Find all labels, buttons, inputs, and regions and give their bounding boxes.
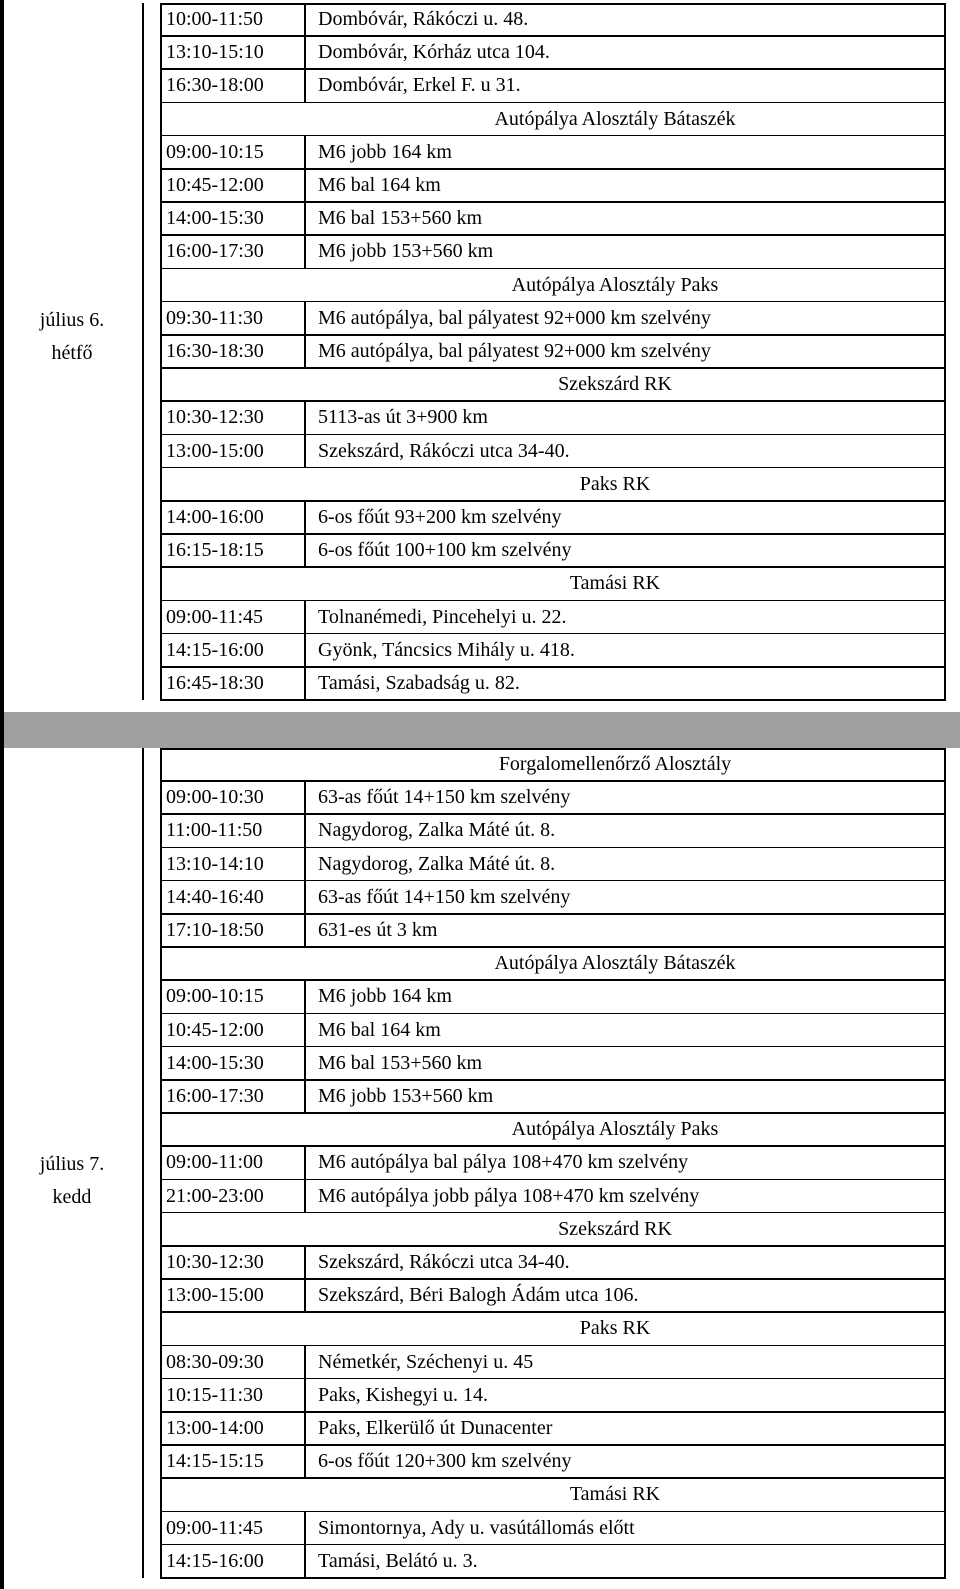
time-cell: 14:00-16:00 (166, 506, 264, 528)
time-cell: 21:00-23:00 (166, 1184, 264, 1207)
table-row (0, 202, 960, 235)
unit-heading-text: Szekszárd RK (558, 373, 672, 396)
table-row (0, 1080, 960, 1113)
time-cell: 13:00-15:00 (166, 439, 264, 462)
time-cell: 16:15-18:15 (166, 539, 264, 562)
table-row (0, 401, 960, 434)
place-cell: M6 jobb 164 km (318, 985, 452, 1008)
time-cell: 14:15-15:15 (166, 1450, 264, 1473)
place-cell: Nagydorog, Zalka Máté út. 8. (318, 819, 556, 842)
time-cell: 14:15-16:00 (166, 638, 264, 661)
time-cell: 10:30-12:30 (166, 406, 264, 429)
table-row (0, 601, 960, 634)
place-cell: M6 jobb 153+560 km (318, 240, 494, 263)
unit-heading-row (0, 103, 960, 136)
unit-heading (0, 269, 960, 302)
table-row (0, 1346, 960, 1379)
time-cell: 16:30-18:00 (166, 74, 264, 97)
time-cell: 09:00-11:00 (166, 1151, 264, 1174)
unit-heading-row (0, 1312, 960, 1345)
unit-heading-row (0, 1113, 960, 1146)
time-cell: 14:00-15:30 (166, 1051, 264, 1074)
place-cell: Szekszárd, Rákóczi utca 34-40. (318, 1251, 570, 1273)
table-row (0, 781, 960, 814)
unit-heading-row (0, 567, 960, 600)
time-cell: 13:00-14:00 (166, 1417, 264, 1439)
time-cell: 13:10-15:10 (166, 41, 264, 64)
place-cell: Szekszárd, Rákóczi utca 34-40. (318, 439, 570, 462)
place-cell: M6 autópálya, bal pályatest 92+000 km szelvény (318, 306, 711, 329)
unit-heading-text: Paks RK (579, 472, 651, 495)
unit-heading-row (0, 1478, 960, 1511)
place-cell: Dombóvár, Rákóczi u. 48. (318, 8, 529, 30)
place-cell: 6-os főút 93+200 km szelvény (318, 506, 562, 528)
unit-heading (0, 368, 960, 401)
time-cell: 16:30-18:30 (166, 340, 264, 362)
unit-heading-text: Szekszárd RK (558, 1217, 672, 1240)
unit-heading (0, 567, 960, 600)
time-cell: 09:00-10:30 (166, 786, 264, 809)
place-cell: M6 autópálya jobb pálya 108+470 km szelvény (318, 1184, 700, 1207)
place-cell: 5113-as út 3+900 km (318, 406, 488, 429)
table-row (0, 302, 960, 335)
table-row (0, 848, 960, 881)
table-row (0, 501, 960, 534)
table-row (0, 335, 960, 368)
place-cell: Tolnanémedi, Pincehelyi u. 22. (318, 605, 567, 628)
time-cell: 08:30-09:30 (166, 1350, 264, 1373)
unit-heading-row (0, 748, 960, 781)
table-row (0, 881, 960, 914)
time-cell: 10:30-12:30 (166, 1251, 264, 1273)
unit-heading-text: Autópálya Alosztály Bátaszék (494, 952, 736, 975)
unit-heading-text: Paks RK (579, 1317, 651, 1340)
time-cell: 13:10-14:10 (166, 852, 264, 875)
place-cell: M6 bal 153+560 km (318, 207, 483, 230)
place-cell: M6 autópálya bal pálya 108+470 km szelvény (318, 1151, 689, 1174)
place-cell: 631-es út 3 km (318, 919, 438, 941)
unit-heading (0, 1478, 960, 1511)
unit-heading (0, 748, 960, 781)
table-row (0, 914, 960, 947)
unit-heading (0, 1312, 960, 1345)
unit-heading (0, 103, 960, 136)
time-cell: 09:30-11:30 (166, 306, 264, 329)
unit-heading-text: Autópálya Alosztály Paks (511, 273, 719, 296)
time-cell: 14:40-16:40 (166, 885, 264, 908)
table-row (0, 1246, 960, 1279)
table-row (0, 1512, 960, 1545)
table-row (0, 980, 960, 1013)
unit-heading-text: Forgalomellenőrző Alosztály (498, 753, 732, 775)
unit-heading-text: Autópálya Alosztály Bátaszék (494, 107, 736, 130)
time-cell: 16:00-17:30 (166, 1085, 264, 1107)
time-cell: 16:00-17:30 (166, 240, 264, 263)
place-cell: Tamási, Belátó u. 3. (318, 1549, 478, 1572)
place-cell: Dombóvár, Kórház utca 104. (318, 41, 550, 64)
place-cell: Nagydorog, Zalka Máté út. 8. (318, 852, 556, 875)
place-cell: Paks, Kishegyi u. 14. (318, 1383, 488, 1406)
table-row (0, 1180, 960, 1213)
place-cell: Tamási, Szabadság u. 82. (318, 672, 520, 694)
unit-heading-row (0, 269, 960, 302)
table-row (0, 69, 960, 102)
unit-heading (0, 468, 960, 501)
place-cell: 63-as főút 14+150 km szelvény (318, 885, 571, 908)
time-cell: 17:10-18:50 (166, 919, 264, 941)
day-weekday: kedd (52, 1186, 92, 1209)
time-cell: 10:45-12:00 (166, 174, 264, 196)
place-cell: M6 bal 164 km (318, 174, 441, 196)
place-cell: Dombóvár, Erkel F. u 31. (318, 74, 521, 97)
time-cell: 16:45-18:30 (166, 672, 264, 694)
unit-heading-row (0, 947, 960, 980)
time-cell: 14:15-16:00 (166, 1549, 264, 1572)
place-cell: M6 autópálya, bal pályatest 92+000 km szelvény (318, 340, 711, 362)
day-date: július 7. (39, 1153, 105, 1176)
place-cell: Szekszárd, Béri Balogh Ádám utca 106. (318, 1284, 639, 1307)
table-row (0, 1279, 960, 1312)
time-cell: 09:00-10:15 (166, 985, 264, 1008)
unit-heading-row (0, 468, 960, 501)
place-cell: Németkér, Széchenyi u. 45 (318, 1350, 534, 1373)
place-cell: 6-os főút 100+100 km szelvény (318, 539, 572, 562)
time-cell: 09:00-10:15 (166, 140, 264, 163)
unit-heading (0, 1113, 960, 1146)
place-cell: M6 jobb 164 km (318, 140, 452, 163)
day-date: július 6. (39, 308, 105, 331)
time-cell: 10:15-11:30 (166, 1383, 264, 1406)
table-row (0, 814, 960, 847)
place-cell: Gyönk, Táncsics Mihály u. 418. (318, 638, 575, 661)
place-cell: 6-os főút 120+300 km szelvény (318, 1450, 572, 1473)
unit-heading (0, 947, 960, 980)
place-cell: M6 bal 153+560 km (318, 1051, 483, 1074)
unit-heading-text: Tamási RK (569, 1483, 661, 1506)
place-cell: 63-as főút 14+150 km szelvény (318, 786, 571, 809)
day-separator (4, 712, 960, 748)
table-row (0, 1047, 960, 1080)
unit-heading-row (0, 368, 960, 401)
table-row (0, 1445, 960, 1478)
table-row (0, 534, 960, 567)
time-cell: 09:00-11:45 (166, 605, 264, 628)
table-row (0, 1545, 960, 1578)
table-row (0, 1379, 960, 1412)
table-row (0, 1146, 960, 1179)
day-weekday: hétfő (51, 341, 93, 364)
table-row (0, 36, 960, 69)
table-row (0, 1412, 960, 1445)
table-row (0, 235, 960, 268)
table-row (0, 634, 960, 667)
unit-heading-text: Tamási RK (569, 572, 661, 595)
unit-heading-row (0, 1213, 960, 1246)
time-cell: 10:00-11:50 (166, 8, 264, 30)
place-cell: Simontornya, Ady u. vasútállomás előtt (318, 1516, 635, 1539)
time-cell: 11:00-11:50 (166, 819, 263, 842)
table-row (0, 3, 960, 36)
table-row (0, 136, 960, 169)
table-row (0, 1014, 960, 1047)
table-row (0, 667, 960, 700)
unit-heading (0, 1213, 960, 1246)
time-cell: 14:00-15:30 (166, 207, 264, 230)
unit-heading-text: Autópálya Alosztály Paks (511, 1118, 719, 1141)
time-cell: 09:00-11:45 (166, 1516, 264, 1539)
place-cell: M6 bal 164 km (318, 1018, 441, 1041)
time-cell: 13:00-15:00 (166, 1284, 264, 1307)
place-cell: M6 jobb 153+560 km (318, 1085, 494, 1107)
table-row (0, 435, 960, 468)
table-row (0, 169, 960, 202)
time-cell: 10:45-12:00 (166, 1018, 264, 1041)
place-cell: Paks, Elkerülő út Dunacenter (318, 1417, 553, 1439)
